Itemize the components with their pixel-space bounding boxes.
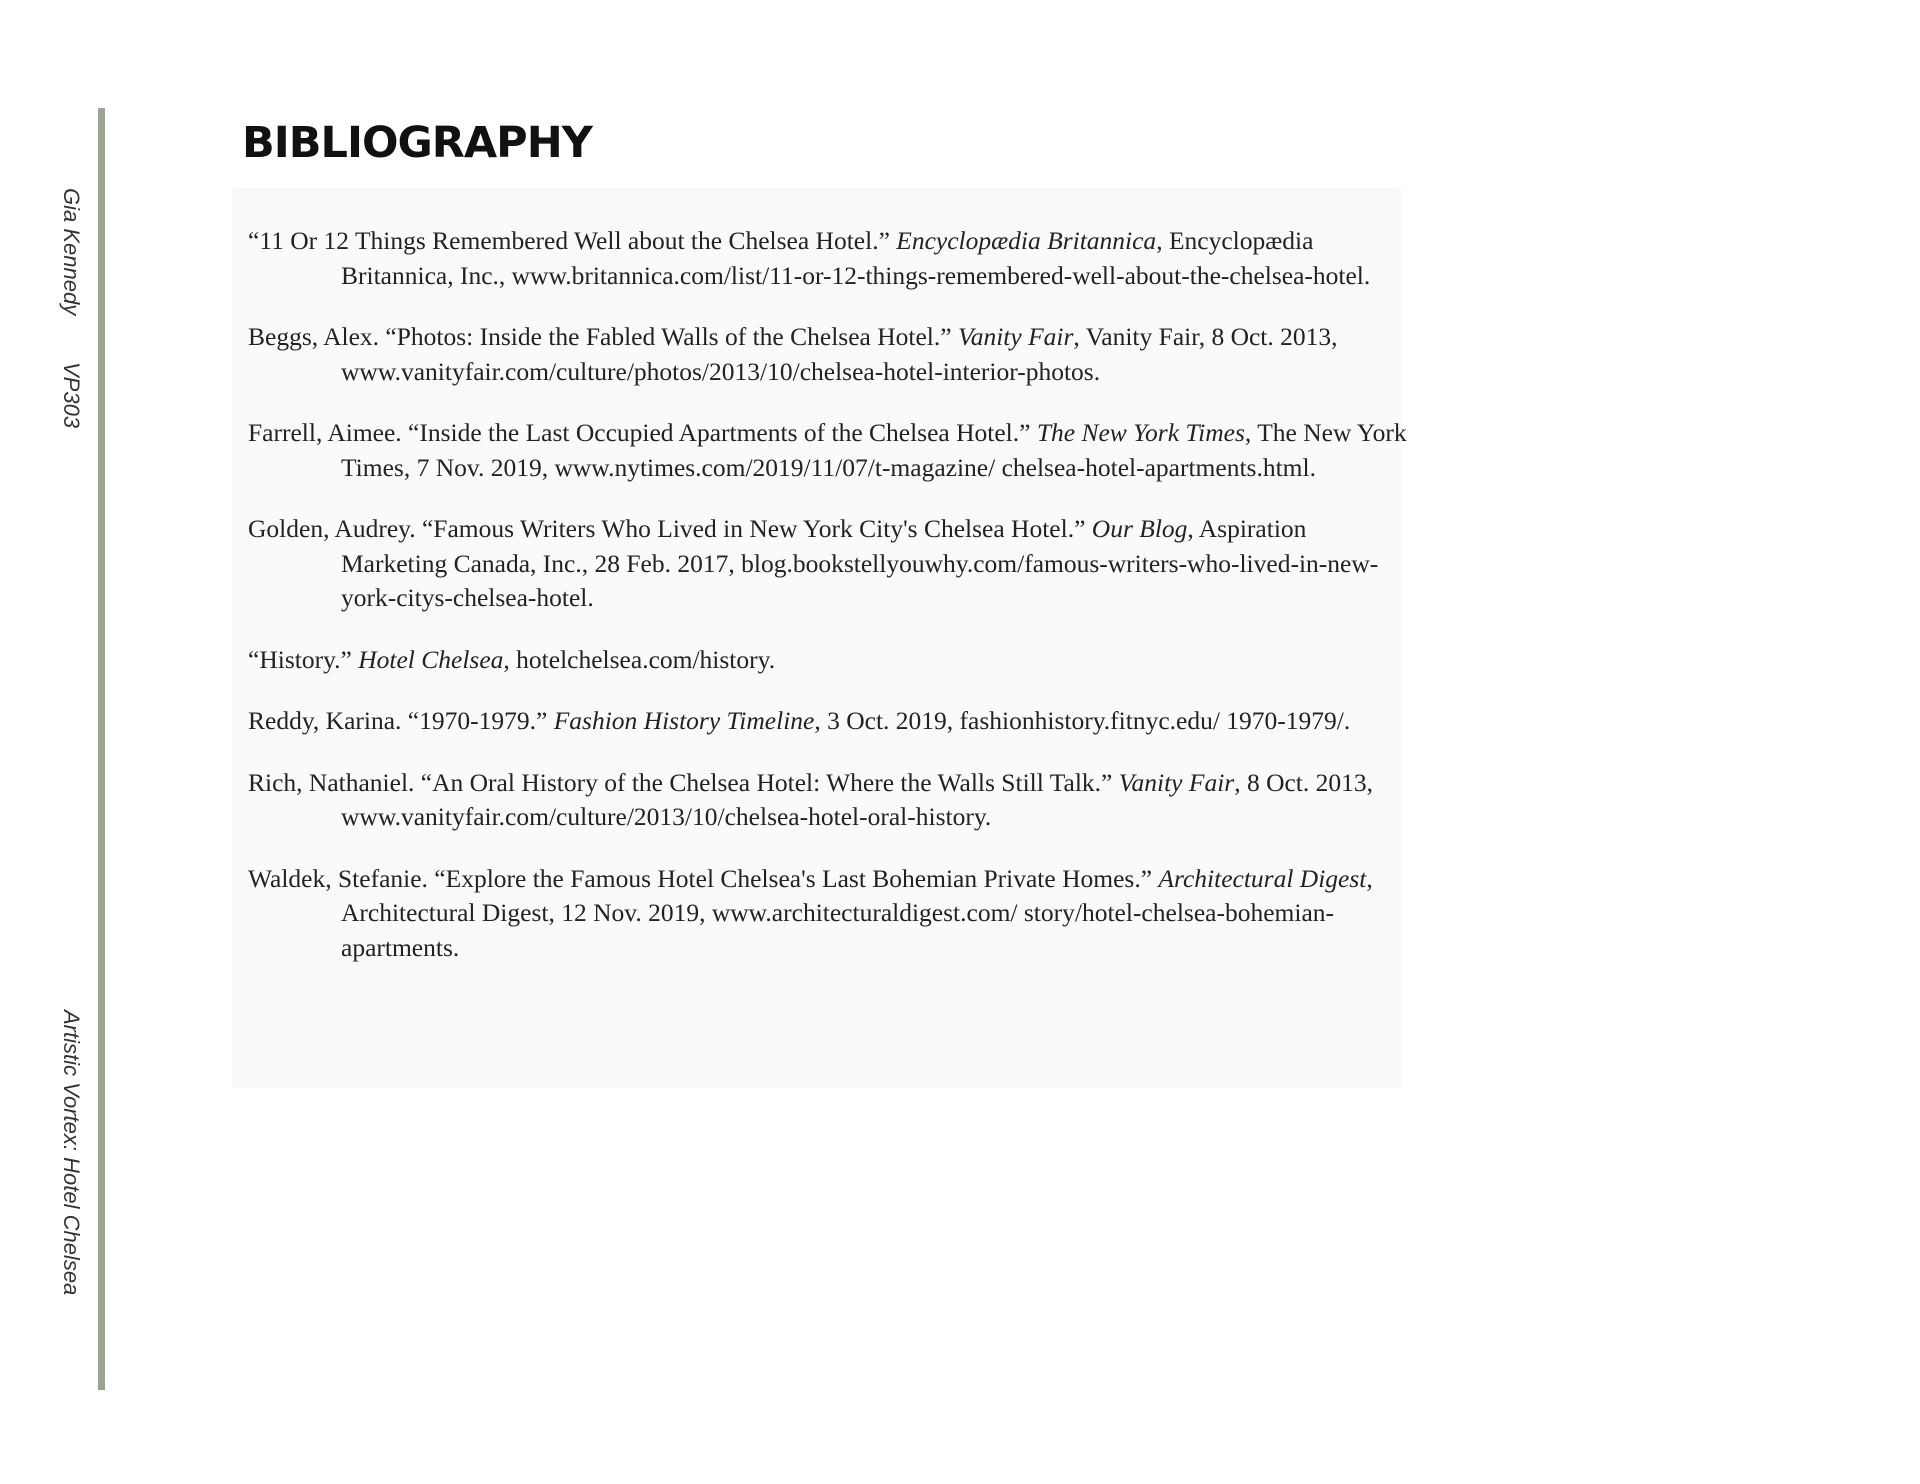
entry-details: , hotelchelsea.com/history.: [503, 644, 776, 674]
page-title: BIBLIOGRAPHY: [242, 118, 592, 168]
bibliography-entry: [248, 512, 1408, 616]
entry-text: Reddy, Karina. “1970-1979.”: [248, 706, 554, 735]
entry-details: , Vanity Fair, 8 Oct. 2013, www.vanityfair.com/culture/photos/2013/10/chelsea-hotel-interior-photos.: [341, 322, 1338, 386]
bibliography-list: [248, 224, 1408, 992]
entry-details: , The New York Times, 7 Nov. 2019, www.nytimes.com/2019/11/07/t-magazine/ chelsea-hotel-apartments.html.: [341, 418, 1407, 482]
entry-details: , Aspiration Marketing Canada, Inc., 28 Feb. 2017, blog.bookstellyouwhy.com/famous-writers-who-lived-in-new-york-citys-chelsea-hotel.: [341, 514, 1379, 612]
entry-details: , 8 Oct. 2013, www.vanityfair.com/culture/2013/10/chelsea-hotel-oral-history.: [341, 767, 1374, 831]
course-code: VP303: [59, 362, 84, 429]
bibliography-entry: [248, 416, 1408, 485]
entry-source: Vanity Fair: [1118, 767, 1235, 797]
bibliography-entry: [248, 643, 1408, 678]
entry-source: The New York Times: [1036, 418, 1245, 447]
entry-text: “11 Or 12 Things Remembered Well about the Chelsea Hotel.”: [248, 226, 897, 255]
project-title: Artistic Vortex: Hotel Chelsea: [59, 1010, 84, 1296]
entry-details: , Architectural Digest, 12 Nov. 2019, www.architecturaldigest.com/ story/hotel-chelsea-bohemian-apartments.: [341, 863, 1373, 962]
entry-text: Beggs, Alex. “Photos: Inside the Fabled Walls of the Chelsea Hotel.”: [248, 322, 958, 351]
author-name: Gia Kennedy: [59, 188, 84, 316]
entry-text: Farrell, Aimee. “Inside the Last Occupied Apartments of the Chelsea Hotel.”: [248, 418, 1037, 447]
bibliography-entry: [248, 862, 1408, 966]
entry-source: Hotel Chelsea: [358, 644, 504, 674]
entry-source: Architectural Digest: [1158, 863, 1367, 893]
entry-details: , Encyclopædia Britannica, Inc., www.britannica.com/list/11-or-12-things-remembered-well-about-the-chelsea-hotel.: [341, 226, 1371, 290]
bibliography-entry: [248, 224, 1408, 293]
entry-source: Our Blog: [1091, 514, 1188, 543]
entry-source: Encyclopædia Britannica: [896, 226, 1157, 255]
entry-text: Waldek, Stefanie. “Explore the Famous Hotel Chelsea's Last Bohemian Private Homes.”: [248, 863, 1159, 893]
bibliography-entry: [248, 320, 1408, 389]
entry-source: Fashion History Timeline: [553, 706, 815, 735]
sidebar-divider: [98, 108, 105, 1390]
entry-text: Rich, Nathaniel. “An Oral History of the Chelsea Hotel: Where the Walls Still Talk.”: [248, 767, 1119, 797]
entry-details: , 3 Oct. 2019, fashionhistory.fitnyc.edu/ 1970-1979/.: [814, 706, 1351, 735]
entry-source: Vanity Fair: [957, 322, 1074, 351]
entry-text: “History.”: [248, 644, 359, 674]
bibliography-entry: [248, 704, 1408, 739]
bibliography-entry: [248, 766, 1408, 835]
entry-text: Golden, Audrey. “Famous Writers Who Lived in New York City's Chelsea Hotel.”: [248, 514, 1092, 543]
